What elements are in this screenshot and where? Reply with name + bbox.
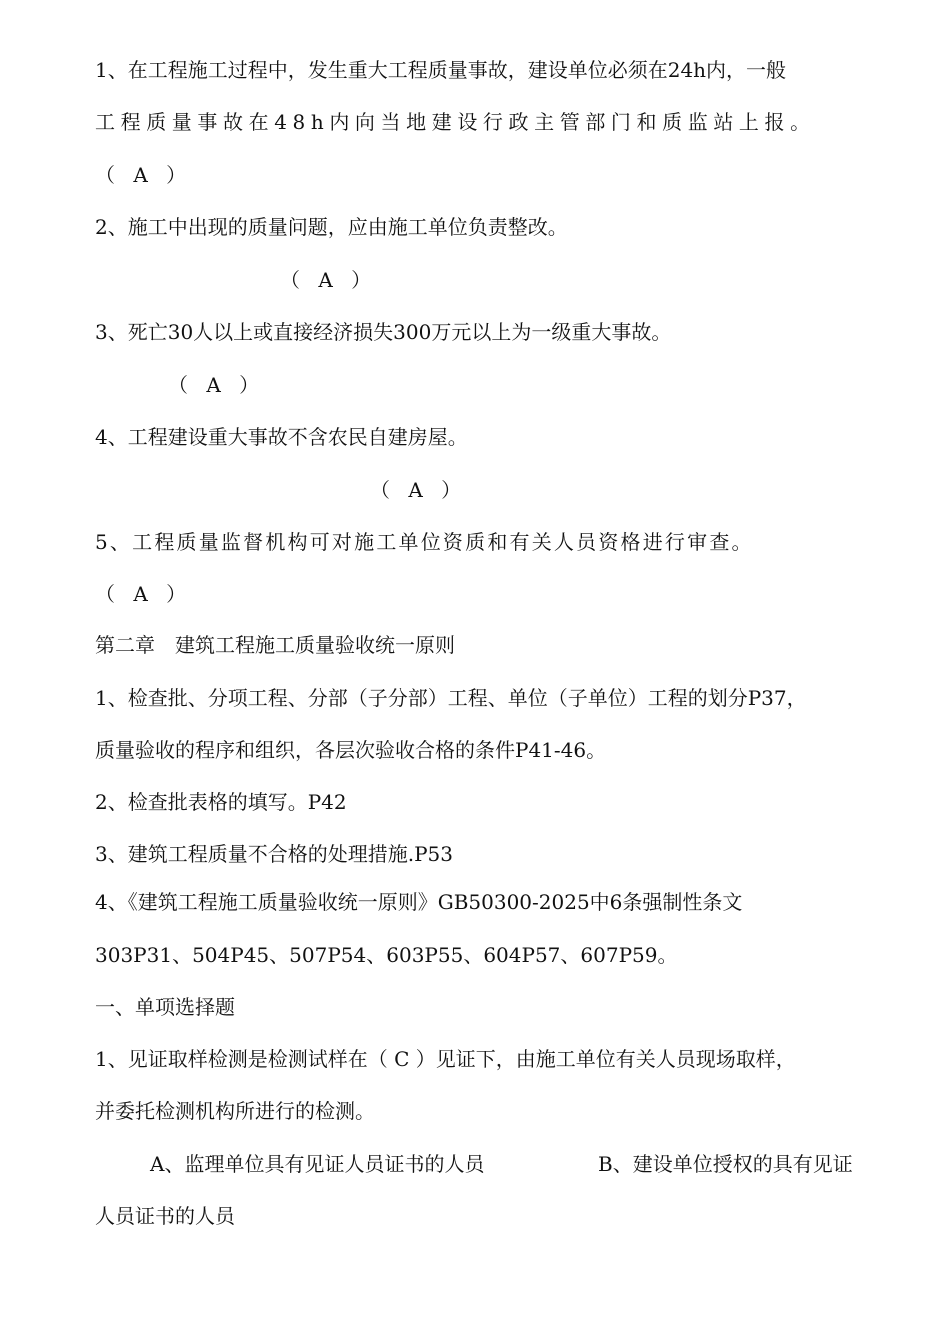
answer-line-2: （ A ） bbox=[280, 268, 378, 292]
section-heading: 一、单项选择题 bbox=[95, 995, 235, 1019]
answer-line-3: （ A ） bbox=[168, 373, 266, 397]
answer-line-5: （ A ） bbox=[95, 582, 193, 606]
text-line-7: 1、检查批、分项工程、分部（子分部）工程、单位（子单位）工程的划分P37， bbox=[95, 686, 807, 710]
text-line-10: 3、建筑工程质量不合格的处理措施.P53 bbox=[95, 842, 453, 866]
text-line-6: 5、工程质量监督机构可对施工单位资质和有关人员资格进行审查。 bbox=[95, 530, 754, 554]
option-b: B、建设单位授权的具有见证 bbox=[598, 1152, 853, 1176]
text-line-12: 303P31、504P45、507P54、603P55、604P57、607P59。 bbox=[95, 943, 678, 967]
text-line-3: 2、施工中出现的质量问题，应由施工单位负责整改。 bbox=[95, 215, 568, 239]
chapter-heading: 第二章 建筑工程施工质量验收统一原则 bbox=[95, 633, 455, 657]
text-line-1: 1、在工程施工过程中，发生重大工程质量事故，建设单位必须在24h内，一般 bbox=[95, 58, 787, 82]
answer-line-4: （ A ） bbox=[370, 478, 468, 502]
option-b-continued: 人员证书的人员 bbox=[95, 1204, 235, 1228]
question-line-2: 并委托检测机构所进行的检测。 bbox=[95, 1099, 375, 1123]
text-line-5: 4、工程建设重大事故不含农民自建房屋。 bbox=[95, 425, 468, 449]
text-line-4: 3、死亡30人以上或直接经济损失300万元以上为一级重大事故。 bbox=[95, 320, 672, 344]
question-line-1: 1、见证取样检测是检测试样在（ C ）见证下，由施工单位有关人员现场取样， bbox=[95, 1047, 796, 1071]
answer-line-1: （ A ） bbox=[95, 163, 193, 187]
text-line-9: 2、检查批表格的填写。P42 bbox=[95, 790, 347, 814]
text-line-8: 质量验收的程序和组织，各层次验收合格的条件P41-46。 bbox=[95, 738, 607, 762]
option-a: A、监理单位具有见证人员证书的人员 bbox=[150, 1152, 485, 1176]
text-line-2: 工程质量事故在48h内向当地建设行政主管部门和质监站上报。 bbox=[95, 110, 816, 134]
text-line-11: 4、《建筑工程施工质量验收统一原则》GB50300-2025中6条强制性条文 bbox=[95, 890, 743, 914]
